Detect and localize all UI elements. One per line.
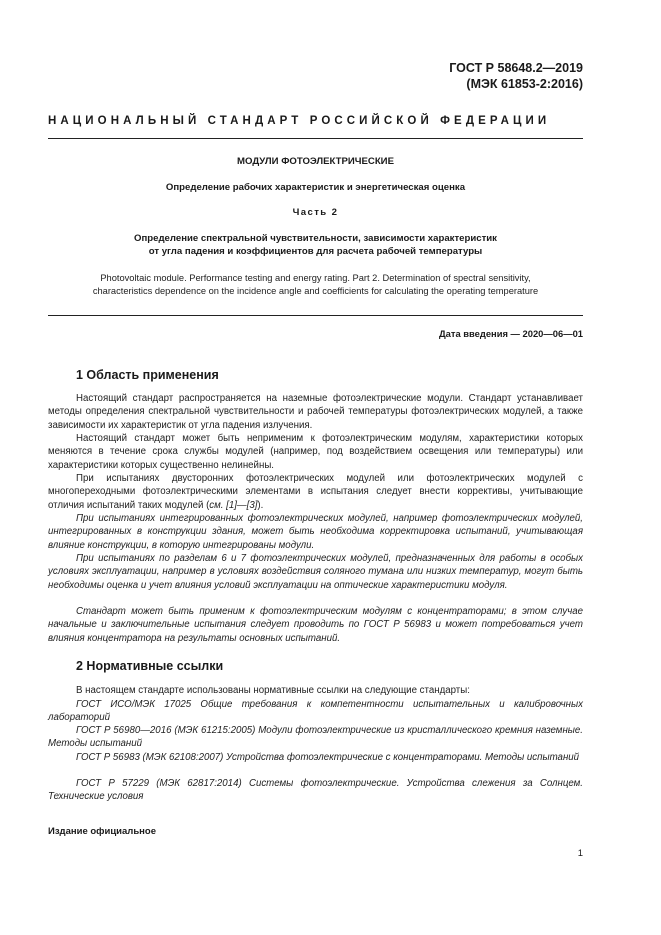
paragraph: Настоящий стандарт может быть неприменим к фотоэлектрическим модулям, характеристики которых меняются в течение срока службы модулей (например, под воздействием освещения или температуры) или характеристики которых существенно нелинейны. (48, 433, 583, 471)
paragraph-note: Стандарт может быть применим к фотоэлектрическим модулям с концентраторами; в этом случае начальные и заключительные испытания следует проводить по ГОСТ Р 56983 и может потребоваться учет влияния концентратора на результаты основных испытаний. (48, 606, 583, 644)
paragraph: В настоящем стандарте использованы нормативные ссылки на следующие стандарты: (76, 685, 470, 696)
bibliography-reference: см. [1]—[3] (209, 499, 258, 511)
divider-bottom (48, 315, 583, 316)
english-title: Photovoltaic module. Performance testing and energy rating. Part 2. Determination of spectral sensitivity, characteristics dependence on the incidence angle and coefficients for calculating the operating temperature (92, 273, 539, 296)
paragraph: При испытаниях двусторонних фотоэлектрических модулей или фотоэлектрических модулей с многопереходными фотоэлектрическими элементами в испытания следует внести коррективы, учитывающие отличия испытаний таких модулей (см. [1]—[3]). (48, 473, 583, 511)
section-heading-scope: 1 Область применения (76, 368, 219, 382)
reference-item: ГОСТ Р 56980—2016 (МЭК 61215:2005) Модули фотоэлектрические из кристаллического кремния наземные. Методы испытаний (48, 725, 583, 750)
document-title: МОДУЛИ ФОТОЭЛЕКТРИЧЕСКИЕ (237, 156, 394, 167)
page-number: 1 (577, 848, 583, 859)
standard-number-block (449, 60, 583, 92)
iec-number: (МЭК 61853-2:2016) (466, 77, 583, 91)
section-heading-references: 2 Нормативные ссылки (76, 659, 224, 673)
edition-label: Издание официальное (48, 826, 156, 837)
part-title: Определение спектральной чувствительности, зависимости характеристик от угла падения и коэффициентов для расчета рабочей температуры (134, 233, 497, 257)
reference-item: ГОСТ ИСО/МЭК 17025 Общие требования к компетентности испытательных и калибровочных лабораторий (48, 699, 583, 724)
document-subtitle: Определение рабочих характеристик и энергетическая оценка (165, 182, 466, 193)
reference-item: ГОСТ Р 57229 (МЭК 62817:2014) Системы фотоэлектрические. Устройства слежения за Солнцем. Технические условия (48, 778, 583, 803)
paragraph-note: При испытаниях интегрированных фотоэлектрических модулей, например фотоэлектрических модулей, интегрированных в конструкции здания, может быть необходима корректировка испытаний, учитывающая влияние конструкции, в которую интегрированы модули. (48, 513, 583, 551)
intro-date: Дата введения — 2020—06—01 (438, 328, 583, 339)
reference-item: ГОСТ Р 56983 (МЭК 62108:2007) Устройства фотоэлектрические с концентраторами. Методы испытаний (76, 752, 580, 763)
gost-number: ГОСТ Р 58648.2—2019 (449, 61, 583, 75)
paragraph: Настоящий стандарт распространяется на наземные фотоэлектрические модули. Стандарт устанавливает методы определения спектральной чувствительности и рабочей температуры фотоэлектрических модулей, а также зависимости их характеристик от угла падения излучения. (48, 393, 583, 431)
part-label: Часть 2 (292, 207, 339, 218)
paragraph-note: При испытаниях по разделам 6 и 7 фотоэлектрических модулей, предназначенных для работы в особых условиях эксплуатации, например в условиях воздействия соляного тумана или низких температур, могут быть необходимы оценка и учет влияния условий эксплуатации на оптические характеристики модуля. (48, 553, 583, 591)
national-standard-heading: НАЦИОНАЛЬНЫЙ СТАНДАРТ РОССИЙСКОЙ ФЕДЕРАЦИИ (48, 115, 551, 127)
divider-top (48, 138, 583, 139)
